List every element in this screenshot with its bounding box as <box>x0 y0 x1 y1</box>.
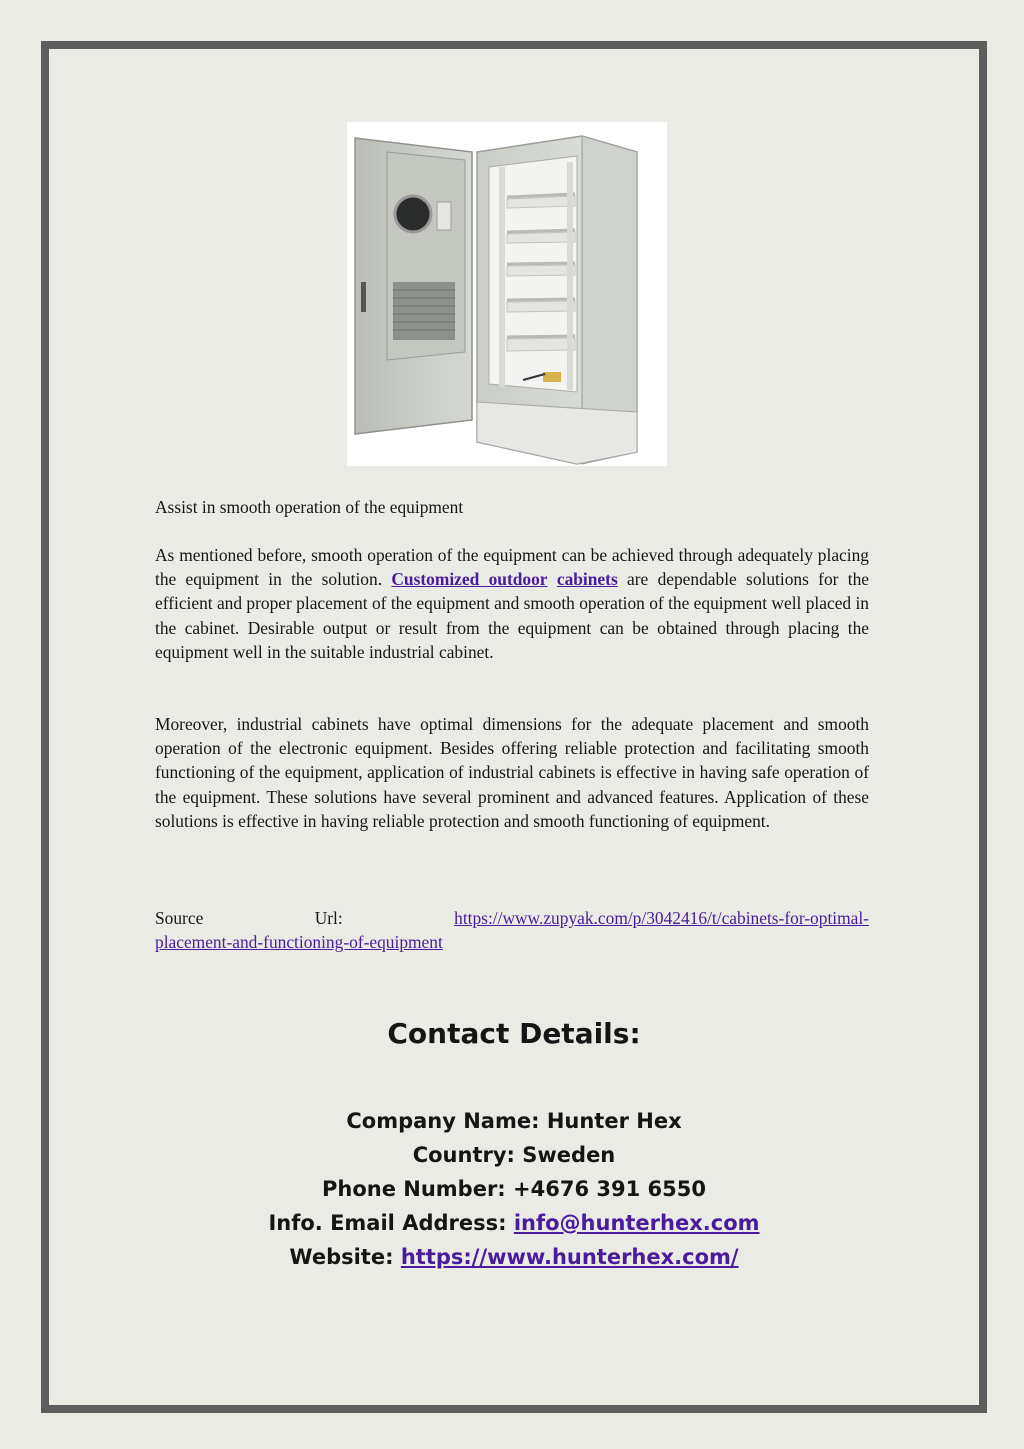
outdoor-cabinet-icon <box>347 122 667 466</box>
section-heading: Assist in smooth operation of the equipment <box>155 497 464 517</box>
source-label: Source <box>155 908 204 928</box>
phone-line <box>49 1172 979 1206</box>
email-label: Info. Email Address: <box>268 1211 507 1235</box>
paragraph-1-end: are dependable solutions for the efficient and proper placement of the equipment and smooth operation of the equipment well placed in the cabinet. Desirable output or result from the equipment can be obtained through placing the equipment well in the suitable industrial cabinet. <box>155 569 869 662</box>
email-line <box>49 1206 979 1240</box>
contact-block <box>49 1104 979 1274</box>
url-label: Url: <box>314 908 343 928</box>
phone-value: +4676 391 6550 <box>513 1177 706 1201</box>
website-line <box>49 1240 979 1274</box>
website-link[interactable]: https://www.hunterhex.com/ <box>400 1245 739 1269</box>
phone-label: Phone Number: <box>322 1177 506 1201</box>
customized-outdoor-link[interactable]: Customized outdoor <box>391 569 548 590</box>
cabinet-photo <box>347 122 667 466</box>
source-block <box>155 906 869 954</box>
source-row <box>155 906 869 930</box>
website-label: Website: <box>289 1245 394 1269</box>
country-line <box>49 1138 979 1172</box>
paragraph-2: Moreover, industrial cabinets have optimal dimensions for the adequate placement and smooth operation of the electronic equipment. Besides offering reliable protection and facilitating smooth functioning of the equipment, application of industrial cabinets is effective in having safe operation of the equipment. These solutions have several prominent and advanced features. Application of these solutions is effective in having reliable protection and smooth functioning of equipment. <box>155 714 869 831</box>
company-value: Hunter Hex <box>546 1109 682 1133</box>
contact-title: Contact Details: <box>387 1017 641 1050</box>
paragraph-1-start: As mentioned before, smooth operation of the equipment can be achieved through adequately placing the equipment in the solution. <box>155 545 869 590</box>
country-label: Country: <box>412 1143 515 1167</box>
company-label: Company Name: <box>346 1109 540 1133</box>
page-frame <box>41 41 987 1413</box>
paragraph-1 <box>155 543 869 664</box>
company-line <box>49 1104 979 1138</box>
cabinets-link[interactable]: cabinets <box>556 569 618 590</box>
country-value: Sweden <box>522 1143 616 1167</box>
source-url-link-line1[interactable]: https://www.zupyak.com/p/3042416/t/cabinets-for-optimal- <box>454 908 869 928</box>
source-url-link-line2[interactable]: placement-and-functioning-of-equipment <box>155 932 443 953</box>
email-link[interactable]: info@hunterhex.com <box>513 1211 760 1235</box>
